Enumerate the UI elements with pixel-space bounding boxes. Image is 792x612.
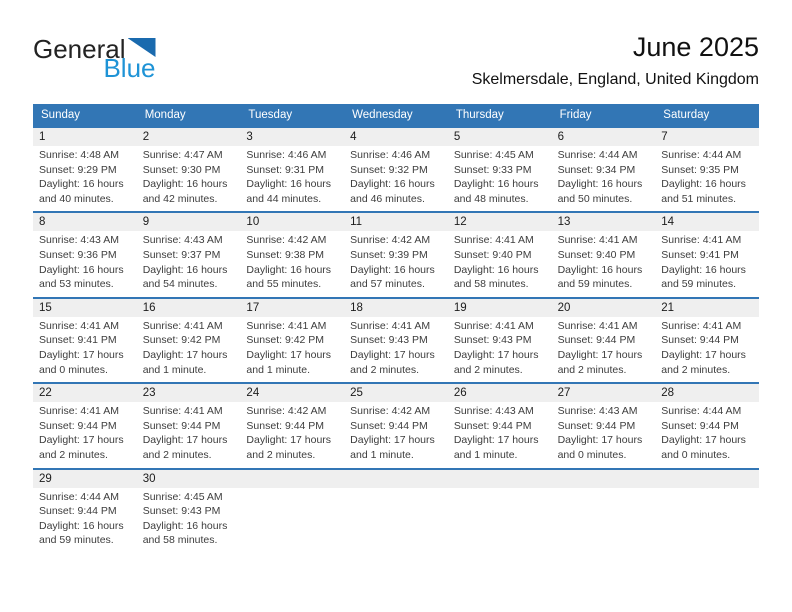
sunset-line: Sunset: 9:34 PM xyxy=(557,163,636,176)
sunset-line: Sunset: 9:44 PM xyxy=(557,419,636,432)
day-number: 3 xyxy=(246,131,253,143)
sunset-line: Sunset: 9:44 PM xyxy=(350,419,428,432)
day-number: 6 xyxy=(557,131,564,143)
daylight-line: Daylight: 16 hours and 54 minutes. xyxy=(142,263,228,291)
sunset-line: Sunset: 9:35 PM xyxy=(661,163,739,176)
day-cell-info xyxy=(655,231,759,291)
day-cell-info xyxy=(552,146,656,206)
day-cell-info xyxy=(448,146,552,206)
day-number: 5 xyxy=(453,131,461,143)
sunrise-line: Sunrise: 4:46 AM xyxy=(350,149,431,161)
day-number: 25 xyxy=(350,387,363,400)
day-cell-info xyxy=(448,402,552,462)
day-number: 15 xyxy=(39,301,52,314)
day-number xyxy=(448,470,552,488)
day-number: 10 xyxy=(246,216,260,229)
sunrise-line: Sunrise: 4:44 AM xyxy=(661,149,742,161)
day-cell-info xyxy=(33,402,137,462)
sunrise-line: Sunrise: 4:41 AM xyxy=(39,405,119,418)
sunset-line: Sunset: 9:41 PM xyxy=(39,334,117,347)
daylight-line: Daylight: 17 hours and 2 minutes. xyxy=(453,348,539,376)
sunset-line: Sunset: 9:44 PM xyxy=(39,505,117,518)
day-cell-info xyxy=(344,231,448,291)
sunset-line: Sunset: 9:38 PM xyxy=(246,248,325,261)
sunset-line: Sunset: 9:44 PM xyxy=(39,419,117,432)
week-info-band xyxy=(33,146,759,206)
weekday-thursday: Thursday xyxy=(455,109,504,121)
day-number: 18 xyxy=(350,301,363,314)
day-cell-info xyxy=(33,231,137,291)
day-number-band xyxy=(33,213,759,231)
day-number: 2 xyxy=(142,131,150,143)
daylight-line: Daylight: 16 hours and 40 minutes. xyxy=(39,178,124,205)
day-cell-info xyxy=(344,488,448,548)
day-number: 16 xyxy=(142,301,156,314)
day-number: 4 xyxy=(350,131,357,143)
day-number: 19 xyxy=(453,301,467,314)
daylight-line: Daylight: 17 hours and 0 minutes. xyxy=(39,348,124,376)
day-cell-info xyxy=(33,146,137,206)
day-number-band xyxy=(33,299,759,317)
sunrise-line: Sunrise: 4:43 AM xyxy=(142,234,223,247)
sunset-line: Sunset: 9:44 PM xyxy=(661,334,739,347)
day-number: 17 xyxy=(246,301,260,314)
sunset-line: Sunset: 9:43 PM xyxy=(142,505,221,518)
daylight-line: Daylight: 16 hours and 55 minutes. xyxy=(246,263,332,291)
day-number-band xyxy=(33,470,759,488)
sunrise-line: Sunrise: 4:44 AM xyxy=(661,405,742,418)
daylight-line: Daylight: 17 hours and 2 minutes. xyxy=(142,434,228,461)
sunrise-line: Sunrise: 4:41 AM xyxy=(453,234,534,247)
sunrise-line: Sunrise: 4:47 AM xyxy=(142,149,223,161)
daylight-line: Daylight: 17 hours and 0 minutes. xyxy=(661,434,746,461)
sunrise-line: Sunrise: 4:41 AM xyxy=(453,319,534,332)
day-cell-info xyxy=(33,317,137,377)
sunrise-line: Sunrise: 4:42 AM xyxy=(350,405,431,418)
day-cell-info xyxy=(344,146,448,206)
calendar-week-row xyxy=(33,382,759,462)
day-number xyxy=(344,470,448,488)
week-info-band xyxy=(33,231,759,291)
sunrise-line: Sunrise: 4:44 AM xyxy=(39,490,119,503)
sunset-line: Sunset: 9:40 PM xyxy=(453,248,532,261)
daylight-line: Daylight: 16 hours and 42 minutes. xyxy=(142,178,228,205)
day-number-band xyxy=(33,128,759,146)
logo-text-general: General xyxy=(33,34,126,64)
daylight-line: Daylight: 16 hours and 59 minutes. xyxy=(557,263,643,291)
sunrise-line: Sunrise: 4:41 AM xyxy=(142,405,223,418)
weekday-tuesday: Tuesday xyxy=(248,109,293,121)
daylight-line: Daylight: 17 hours and 2 minutes. xyxy=(246,434,332,461)
day-number xyxy=(240,470,344,488)
sunset-line: Sunset: 9:44 PM xyxy=(453,419,532,432)
day-cell-info xyxy=(344,402,448,462)
sunset-line: Sunset: 9:40 PM xyxy=(557,248,636,261)
daylight-line: Daylight: 16 hours and 51 minutes. xyxy=(661,178,746,205)
sunset-line: Sunset: 9:42 PM xyxy=(246,334,325,347)
sunrise-line: Sunrise: 4:41 AM xyxy=(661,319,742,332)
sunset-line: Sunset: 9:37 PM xyxy=(142,248,221,261)
sunset-line: Sunset: 9:39 PM xyxy=(350,248,428,261)
daylight-line: Daylight: 17 hours and 0 minutes. xyxy=(557,434,643,461)
sunset-line: Sunset: 9:30 PM xyxy=(142,163,221,176)
sunset-line: Sunset: 9:31 PM xyxy=(246,163,325,176)
day-cell-info xyxy=(240,146,344,206)
sunrise-line: Sunrise: 4:44 AM xyxy=(557,149,638,161)
sunset-line: Sunset: 9:36 PM xyxy=(39,248,117,261)
sunrise-line: Sunrise: 4:45 AM xyxy=(453,149,534,161)
sunset-line: Sunset: 9:41 PM xyxy=(661,248,739,261)
day-cell-info xyxy=(448,317,552,377)
sunset-line: Sunset: 9:44 PM xyxy=(142,419,221,432)
day-cell-info xyxy=(655,146,759,206)
day-number: 1 xyxy=(39,131,46,143)
sunset-line: Sunset: 9:44 PM xyxy=(661,419,739,432)
sunset-line: Sunset: 9:43 PM xyxy=(453,334,532,347)
weekday-wednesday: Wednesday xyxy=(352,109,413,121)
day-cell-info xyxy=(137,146,241,206)
general-blue-logo xyxy=(33,36,156,81)
daylight-line: Daylight: 17 hours and 1 minute. xyxy=(453,434,539,461)
header xyxy=(472,33,759,88)
calendar-week-row xyxy=(33,297,759,377)
sunset-line: Sunset: 9:33 PM xyxy=(453,163,532,176)
daylight-line: Daylight: 17 hours and 2 minutes. xyxy=(39,434,124,461)
day-number: 29 xyxy=(39,472,52,485)
day-cell-info xyxy=(240,317,344,377)
week-info-band xyxy=(33,488,759,548)
day-number: 11 xyxy=(350,216,363,229)
sunrise-line: Sunrise: 4:41 AM xyxy=(557,234,638,247)
sunrise-line: Sunrise: 4:41 AM xyxy=(557,319,638,332)
day-number: 8 xyxy=(39,216,46,229)
daylight-line: Daylight: 16 hours and 53 minutes. xyxy=(39,263,124,291)
day-cell-info xyxy=(137,317,241,377)
day-cell-info xyxy=(137,488,241,548)
daylight-line: Daylight: 17 hours and 2 minutes. xyxy=(350,348,435,376)
day-number: 9 xyxy=(142,216,150,229)
sunrise-line: Sunrise: 4:41 AM xyxy=(246,319,327,332)
day-number: 7 xyxy=(661,131,668,143)
day-cell-info xyxy=(552,402,656,462)
week-info-band xyxy=(33,317,759,377)
day-cell-info xyxy=(240,231,344,291)
day-number: 22 xyxy=(39,387,52,400)
day-number: 20 xyxy=(557,301,571,314)
daylight-line: Daylight: 16 hours and 46 minutes. xyxy=(350,178,435,205)
day-cell-info xyxy=(240,402,344,462)
location-subtitle: Skelmersdale, England, United Kingdom xyxy=(471,71,759,88)
daylight-line: Daylight: 17 hours and 2 minutes. xyxy=(557,348,643,376)
sunrise-line: Sunrise: 4:42 AM xyxy=(246,405,327,418)
day-number: 13 xyxy=(557,216,571,229)
weekday-sunday: Sunday xyxy=(41,109,81,121)
sunrise-line: Sunrise: 4:41 AM xyxy=(142,319,223,332)
day-number xyxy=(655,470,759,488)
day-cell-info xyxy=(137,231,241,291)
daylight-line: Daylight: 16 hours and 59 minutes. xyxy=(661,263,746,291)
day-cell-info xyxy=(655,317,759,377)
calendar-weeks xyxy=(33,126,759,548)
sunrise-line: Sunrise: 4:48 AM xyxy=(39,149,119,161)
sunrise-line: Sunrise: 4:41 AM xyxy=(39,319,119,332)
sunrise-line: Sunrise: 4:41 AM xyxy=(350,319,431,332)
daylight-line: Daylight: 16 hours and 50 minutes. xyxy=(557,178,643,205)
day-number: 28 xyxy=(661,387,675,400)
day-number: 12 xyxy=(453,216,467,229)
weekday-friday: Friday xyxy=(559,109,592,121)
sunrise-line: Sunrise: 4:42 AM xyxy=(246,234,327,247)
day-number: 21 xyxy=(661,301,675,314)
day-cell-info xyxy=(448,231,552,291)
page-title: June 2025 xyxy=(632,32,759,62)
day-cell-info xyxy=(552,231,656,291)
day-number-band xyxy=(33,384,759,402)
sunset-line: Sunset: 9:42 PM xyxy=(142,334,221,347)
daylight-line: Daylight: 16 hours and 59 minutes. xyxy=(39,519,124,547)
day-cell-info xyxy=(655,488,759,548)
day-cell-info xyxy=(552,488,656,548)
sunset-line: Sunset: 9:29 PM xyxy=(39,163,117,176)
daylight-line: Daylight: 17 hours and 1 minute. xyxy=(350,434,435,461)
calendar-week-row xyxy=(33,211,759,291)
day-number: 24 xyxy=(246,387,260,400)
day-number: 14 xyxy=(661,216,675,229)
day-number xyxy=(552,470,656,488)
day-cell-info xyxy=(33,488,137,548)
day-cell-info xyxy=(655,402,759,462)
calendar-table xyxy=(33,104,759,553)
sunrise-line: Sunrise: 4:42 AM xyxy=(350,234,431,247)
day-cell-info xyxy=(552,317,656,377)
weekday-saturday: Saturday xyxy=(663,109,710,121)
daylight-line: Daylight: 16 hours and 48 minutes. xyxy=(453,178,539,205)
daylight-line: Daylight: 16 hours and 57 minutes. xyxy=(350,263,435,291)
calendar-week-row xyxy=(33,468,759,548)
day-cell-info xyxy=(448,488,552,548)
sunrise-line: Sunrise: 4:46 AM xyxy=(246,149,327,161)
day-number: 27 xyxy=(557,387,571,400)
logo-text-blue: Blue xyxy=(103,53,156,83)
weekday-header-row xyxy=(33,104,759,126)
day-cell-info xyxy=(240,488,344,548)
daylight-line: Daylight: 16 hours and 58 minutes. xyxy=(142,519,228,547)
day-number: 30 xyxy=(142,472,156,485)
sunrise-line: Sunrise: 4:43 AM xyxy=(39,234,119,247)
day-cell-info xyxy=(344,317,448,377)
daylight-line: Daylight: 16 hours and 44 minutes. xyxy=(246,178,332,205)
week-info-band xyxy=(33,402,759,462)
daylight-line: Daylight: 17 hours and 1 minute. xyxy=(142,348,228,376)
daylight-line: Daylight: 17 hours and 2 minutes. xyxy=(661,348,746,376)
sunrise-line: Sunrise: 4:45 AM xyxy=(142,490,223,503)
sunset-line: Sunset: 9:44 PM xyxy=(557,334,636,347)
day-number: 26 xyxy=(453,387,467,400)
sunrise-line: Sunrise: 4:43 AM xyxy=(557,405,638,418)
calendar-week-row xyxy=(33,126,759,206)
sunrise-line: Sunrise: 4:41 AM xyxy=(661,234,742,247)
day-number: 23 xyxy=(142,387,156,400)
sunset-line: Sunset: 9:32 PM xyxy=(350,163,428,176)
sunset-line: Sunset: 9:44 PM xyxy=(246,419,325,432)
sunset-line: Sunset: 9:43 PM xyxy=(350,334,428,347)
daylight-line: Daylight: 17 hours and 1 minute. xyxy=(246,348,332,376)
day-cell-info xyxy=(137,402,241,462)
daylight-line: Daylight: 16 hours and 58 minutes. xyxy=(453,263,539,291)
sunrise-line: Sunrise: 4:43 AM xyxy=(453,405,534,418)
weekday-monday: Monday xyxy=(144,109,186,121)
